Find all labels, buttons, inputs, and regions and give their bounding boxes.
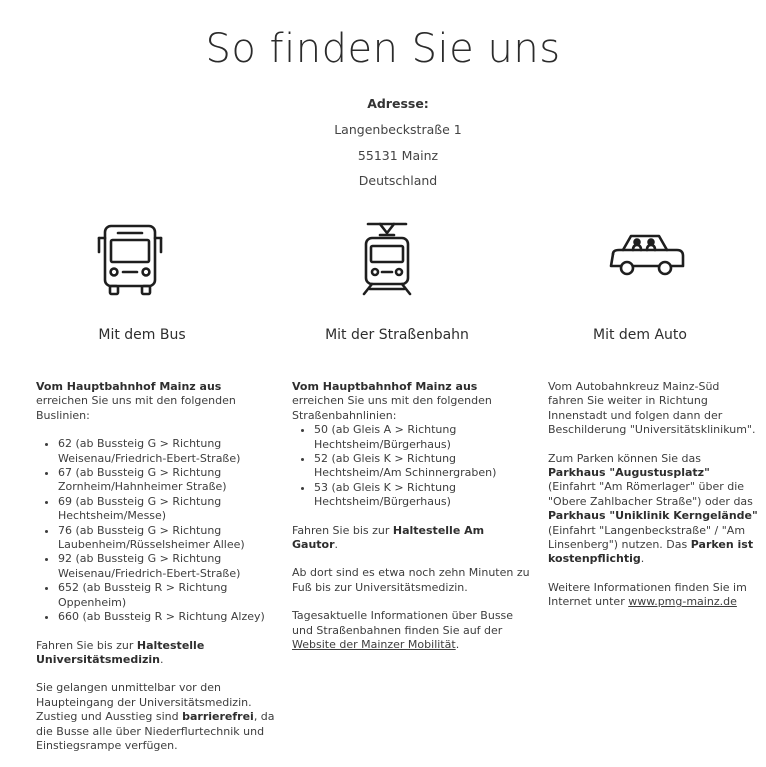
address-country: Deutschland [358,173,438,188]
tram-info-text: Tagesaktuelle Informationen über Busse und Straßenbahnen finden Sie auf der Website der Mainzer Mobilität. [292,609,514,652]
bus-heading: Mit dem Bus [98,327,186,343]
car-parking-text: Zum Parken können Sie das Parkhaus "Augustusplatz" (Einfahrt "Am Römerlager" über die "Obere Zahlbacher Straße") oder das Parkhaus "Uniklinik Kerngelände" (Einfahrt "Langenbeckstraße" / "Am Linsenberg") nutzen. Das Parken ist kostenpflichtig. [548,451,758,566]
car-heading: Mit dem Auto [592,327,687,343]
address-block [0,96,766,199]
bus-lines-list [36,437,276,624]
list-item: • 50 (ab Gleis A > Richtung Hechtsheim/Bürgerhaus) [314,423,532,452]
bus-intro: Vom Hauptbahnhof Mainz aus erreichen Sie uns mit den folgenden Buslinien: [36,380,236,422]
tram-intro: Vom Hauptbahnhof Mainz aus erreichen Sie uns mit den folgenden Straßenbahnlinien: [292,380,492,422]
list-item: • 67 (ab Bussteig G > Richtung Zornheim/Hahnheimer Straße) [58,466,276,495]
tram-heading: Mit der Straßenbahn [325,327,469,343]
address-label: Adresse: [367,96,429,111]
mobility-website-link[interactable]: Website der Mainzer Mobilität [292,638,456,652]
list-item: • 92 (ab Bussteig G > Richtung Weisenau/Friedrich-Ebert-Straße) [58,552,276,581]
list-item: • 62 (ab Bussteig G > Richtung Weisenau/Friedrich-Ebert-Straße) [58,437,276,466]
car-column [548,380,758,624]
list-item: • 53 (ab Gleis K > Richtung Hechtsheim/Bürgerhaus) [314,481,532,510]
list-item: • 76 (ab Bussteig G > Richtung Laubenheim/Rüsselsheimer Allee) [58,524,276,553]
address-street: Langenbeckstraße 1 [334,122,462,137]
list-item: • 652 (ab Bussteig R > Richtung Oppenheim) [58,581,276,610]
bus-stop-text: Fahren Sie bis zur Haltestelle Universitätsmedizin. [36,638,205,666]
tram-stop-text: Fahren Sie bis zur Haltestelle Am Gautor. [292,523,485,552]
car-directions-text: Vom Autobahnkreuz Mainz-Süd fahren Sie weiter in Richtung Innenstadt und folgen dann der Beschilderung "Universitätsklinikum". [548,380,756,437]
tram-column [292,380,532,667]
bus-icon [96,224,164,296]
bus-access-text: Sie gelangen unmittelbar vor den Haupteingang der Universitätsmedizin. Zustieg und Ausstieg sind barrierefrei, da die Busse alle über Niederflurtechnik und Einstiegsrampe verfügen. [36,681,275,752]
car-icon [607,232,687,280]
tram-walk-text: Ab dort sind es etwa noch zehn Minuten zu Fuß bis zur Universitätsmedizin. [292,566,530,594]
page-title: So finden Sie uns [205,26,561,72]
tram-icon [358,221,416,297]
list-item: • 52 (ab Gleis K > Richtung Hechtsheim/Am Schinnergraben) [314,452,532,481]
list-item: • 69 (ab Bussteig G > Richtung Hechtsheim/Messe) [58,495,276,524]
pmg-website-link[interactable]: www.pmg-mainz.de [628,595,737,609]
address-city: 55131 Mainz [357,147,439,163]
tram-lines-list [292,423,532,509]
car-more-info-text: Weitere Informationen finden Sie im Internet unter www.pmg-mainz.de [548,580,747,609]
bus-column [36,380,276,767]
list-item: • 660 (ab Bussteig R > Richtung Alzey) [58,610,276,624]
